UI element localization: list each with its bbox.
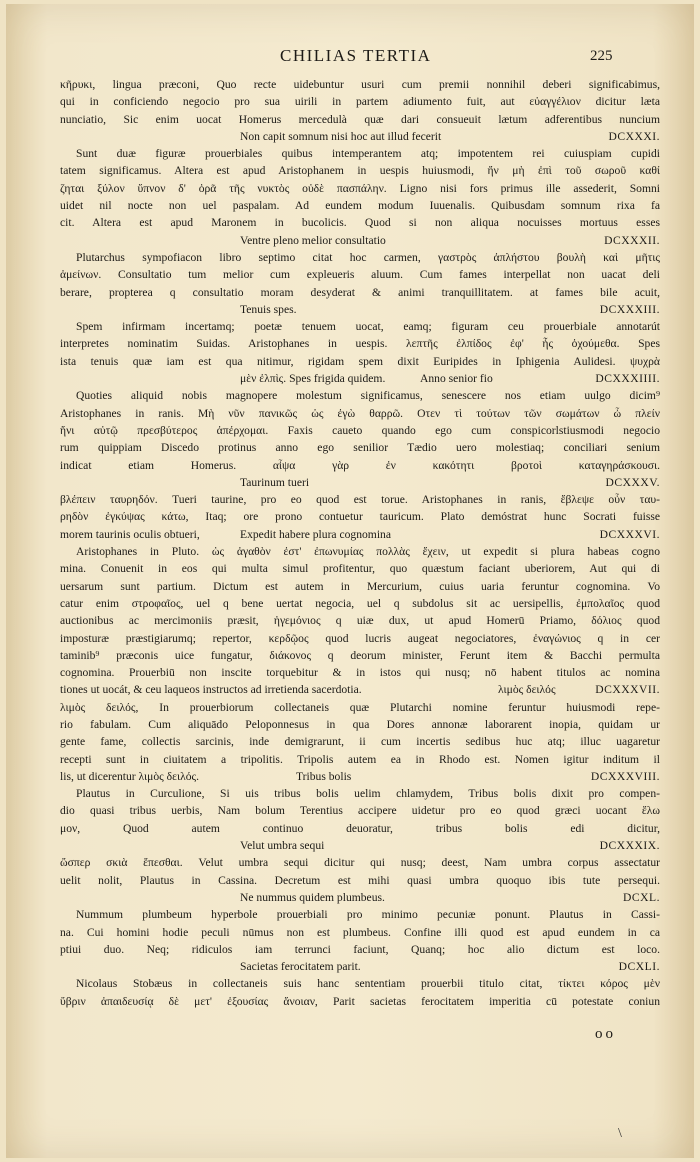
text-line: κῆρυκι, lingua præconi, Quo recte uidebuntur usuri cum premii nonnihil deberi significabimus,: [60, 78, 660, 91]
page-header: [0, 46, 700, 72]
adage-heading: [60, 301, 660, 318]
text-line: catur enim στροφαῖος, uel q bene uertat negocia, uel q subdolus sit ac uersipellis, ἐμπολαῖος quod: [60, 596, 660, 610]
text-line: Spem infirmam incertamq; poetæ tenuem uocat, eamq; figuram ceu prouerbiale annotarút: [76, 320, 660, 334]
adage-title: Ne nummus quidem plumbeus.: [240, 890, 385, 904]
adage-title: Tenuis spes.: [240, 302, 297, 316]
text-line: mina. Conuenit in eos qui multa simul profitentur, quo quæstum faciant uberiorem, Aut qui di: [60, 562, 660, 576]
margin-mark: \: [618, 1126, 622, 1141]
page-number: 225: [590, 48, 613, 64]
adage-number: DCXXXVII.: [595, 683, 660, 697]
adage-title: Expedit habere plura cognomina: [240, 527, 391, 541]
adage-number: DCXXXIIII.: [595, 372, 660, 386]
adage-number: DCXXXIX.: [599, 839, 660, 853]
adage-number: DCXL.: [623, 890, 660, 904]
text-line: uersarum sunt partium. Dictum est autem in Mercurium, cuius uaria feruntur cognomina. Vo: [60, 579, 660, 593]
text-line: λιμὸς δειλός, In prouerbiorum collectaneis quæ Plutarchi nomine feruntur huiusmodi repe-: [60, 700, 660, 714]
adage-title-mid: λιμὸς δειλός: [498, 683, 556, 697]
adage-number: DCXXXII.: [604, 233, 660, 247]
text-line: nunciatio, Sic enim uocat Homerus mercedulà quæ dari consueuit lætum adferentibus nuncium: [60, 112, 660, 126]
heading-line-text: lis, ut dicerentur λιμὸς δειλός.: [60, 769, 200, 783]
adage-number: DCXXXIII.: [599, 302, 660, 316]
adage-title: Taurinum tueri: [240, 475, 310, 489]
running-title: CHILIAS TERTIA: [280, 46, 432, 65]
adage-heading: [60, 232, 660, 249]
text-line: auctionibus ac mercimoniis præsit, ἡγεμόνιος q uiæ dux, ut apud Homerū Priamo, δόλιος quod: [60, 614, 660, 628]
text-line: ὕβριν ἀπαιδευσίᾳ δὲ μετ' ἐξουσίας ἄνοιαν, Parit sacietas ferocitatem imperitia cū potestate coniun: [60, 994, 660, 1008]
text-line: interpretes nominatim Suidas. Aristophanes in uespis. λεπτῆς ἐλπίδος ἐφ' ἧς ὀχούμεθα. Spes: [60, 337, 660, 351]
adage-heading: [60, 681, 660, 698]
adage-heading: [60, 474, 660, 491]
adage-number: DCXXXVI.: [599, 527, 660, 541]
text-line: ἀμείνων. Consultatio tum melior cum expleueris aluum. Cum fames interpellat non uacat deli: [60, 268, 660, 282]
text-line: ἤνι αὐτῷ πρεσβύτερος ἀπέρχομαι. Faxis caueto quando ego cum conspicorlstiusmodi negocio: [60, 423, 660, 437]
adage-heading: [60, 370, 660, 387]
text-line: Plutarchus sympofiacon libro septimo citat hoc carmen, γαστρὸς ἀπλήστου βουλὴ καὶ μῆτις: [76, 250, 660, 264]
text-line: imposturæ præstigiarumq; repertor, κερδῷος quod lucris augeat negociatores, ἐναγώνιος q in cer: [60, 631, 660, 645]
text-line: qui in conficiendo negocio pro sua uirili in partem adiumento fuit, aut εὐαγγέλιον dicitur læta: [60, 95, 660, 109]
text-line: tatem significamus. Altera est apud Aristophanem in uespis huiusmodi, ἤν μὴ ἐπὶ τοῦ σωροῦ καθί: [60, 164, 660, 178]
adage-heading: [60, 768, 660, 785]
text-line: ρηδὸν ἐγκύψας κάτω, Itaq; ore prono contuetur tauricum. Plato demóstrat hunc Socrati fuisse: [60, 510, 660, 524]
text-line: berare, propterea q consultatio moram desyderat & animi tranquillitatem. at fames bile acuit,: [60, 285, 660, 299]
text-line: ζηται ξύλον ὕπνον δ' ὁρᾶ τῆς νυκτὸς οὐδὲ πασπάλην. Ligno nisi fors primus ille assederit, Somni: [60, 181, 660, 195]
adage-title: Velut umbra sequi: [240, 839, 325, 853]
adage-heading: [60, 837, 660, 854]
adage-heading: [60, 526, 660, 543]
text-line: rio fabulam. Cum aliquādo Peloponnesus in qua Dores annonæ laborarent inopia, quidam ur: [60, 717, 660, 731]
text-line: indicat etiam Homerus. αἶψα γὰρ ἐν κακότητι βροτοὶ καταγηράσκουσι.: [60, 458, 660, 472]
text-line: ptiui duo. Neq; ridiculos iam terrunci faciunt, Quanq; hoc alio dictum est loco.: [60, 942, 660, 956]
text-line: Nicolaus Stobæus in collectaneis suis hanc sententiam prouerbii titulo citat, τίκτει κόρος μὲν: [76, 977, 660, 991]
text-line: cit. Altera est apud Maronem in bucolicis. Quod si non aliqua nocuisses mortuus esses: [60, 216, 660, 230]
text-line: Quoties aliquid nobis magnopere molestum significamus, senescere nos etiam uulgo dicim⁹: [76, 389, 660, 403]
adage-title: Ventre pleno melior consultatio: [240, 233, 386, 247]
text-line: taminib⁹ præconis uice fungatur, διάκονος q deorum minister, Ferunt item & Bacchi permulta: [60, 648, 660, 662]
text-line: ὥσπερ σκιὰ ἕπεσθαι. Velut umbra sequi dicitur qui nusq; deest, Nam umbra corpus assectatur: [60, 856, 660, 870]
text-line: dio quasi tribus uerbis, Nam bolum Terentius accipere uidetur pro eo quod græci uocant ἕλω: [60, 804, 660, 818]
adage-heading: [60, 128, 660, 145]
text-line: gente fame, collectis sarcinis, inde demigrarunt, ii cum incertis sedibus huc atq; illuc uagaretur: [60, 735, 660, 749]
text-line: Plautus in Curculione, Si uis tribus bolis uelim chlamydem, Tribus bolis dixit pro compen-: [76, 787, 660, 801]
adage-number: DCXLI.: [618, 960, 660, 974]
text-line: βλέπειν ταυρηδόν. Tueri taurine, pro eo quod est torue. Aristophanes in ranis, ἔβλεψε οὖν ταυ-: [60, 493, 660, 507]
text-line: μον, Quod autem continuo deuoratur, tribus bolis edi dicitur,: [60, 821, 660, 835]
catchword: οο: [595, 1026, 616, 1042]
adage-title-mid: Anno senior fio: [420, 372, 493, 386]
adage-title: Tribus bolis: [296, 769, 352, 783]
text-line: uidet nil nocte non uel paspalam. Ad eundem modum Iuuenalis. Quibusdam somnum rixa fa: [60, 199, 660, 213]
text-line: recepti sunt in ciuitatem a tripolitis. Tripolis autem ea in Rhodo est. Nomen igitur inditum il: [60, 752, 660, 766]
text-line: ista tenuis quæ iam est qua nitimur, rigidam spem dixit Euripides in Iphigenia Aulidesi. ψυχρὰ: [60, 354, 660, 368]
adage-title: μὲν ἐλπὶς. Spes frigida quidem.: [240, 372, 386, 386]
adage-title: Sacietas ferocitatem parit.: [240, 960, 361, 974]
text-line: Aristophanes in ranis. Μὴ νῦν πανικῶς ὡς ἐγὼ θαρρῶ. Οτεν τὶ τούτων τῶν σωμάτων ὦ πλείν: [60, 406, 660, 420]
adage-number: DCXXXVIII.: [590, 769, 660, 783]
text-line: Sunt duæ figuræ prouerbiales quibus intemperantem atq; impotentem rei cuiuspiam cupidi: [76, 147, 660, 161]
adage-heading: [60, 958, 660, 975]
text-line: uelit nolit, Plautus in Cassina. Decretum est mihi quasi umbra quoquo ibis tute persequi.: [60, 873, 660, 887]
text-column: [60, 76, 660, 1010]
text-line: Nummum plumbeum hyperbole prouerbiali pro minimo pecuniæ ponunt. Plautus in Cassi-: [76, 908, 660, 922]
adage-number: DCXXXV.: [605, 475, 660, 489]
heading-line-text: tiones ut uocát, & ceu laqueos instructos ad irretienda sacerdotia.: [60, 683, 362, 697]
adage-title: Non capit somnum nisi hoc aut illud fecerit: [240, 129, 442, 143]
adage-heading: [60, 889, 660, 906]
adage-number: DCXXXI.: [608, 129, 660, 143]
heading-line-text: morem taurinis oculis obtueri,: [60, 527, 200, 541]
text-line: rum quippiam Discedo protinus anno ego senilior Tædio uero molestiaq; conciliari senium: [60, 441, 660, 455]
text-line: Aristophanes in Pluto. ὡς ἀγαθὸν ἐστ' ἐπωνυμίας πολλὰς ἔχειν, ut expedit si plura habeas cogno: [76, 545, 660, 559]
text-line: cognomina. Prouerbiū non inscite torquebitur & in istos qui nusq; nō habent titulos ac nomina: [60, 666, 660, 680]
text-line: na. Cui homini hodie peculi nūmus non est plumbeus. Confine illi quod est apud eundem in ca: [60, 925, 660, 939]
